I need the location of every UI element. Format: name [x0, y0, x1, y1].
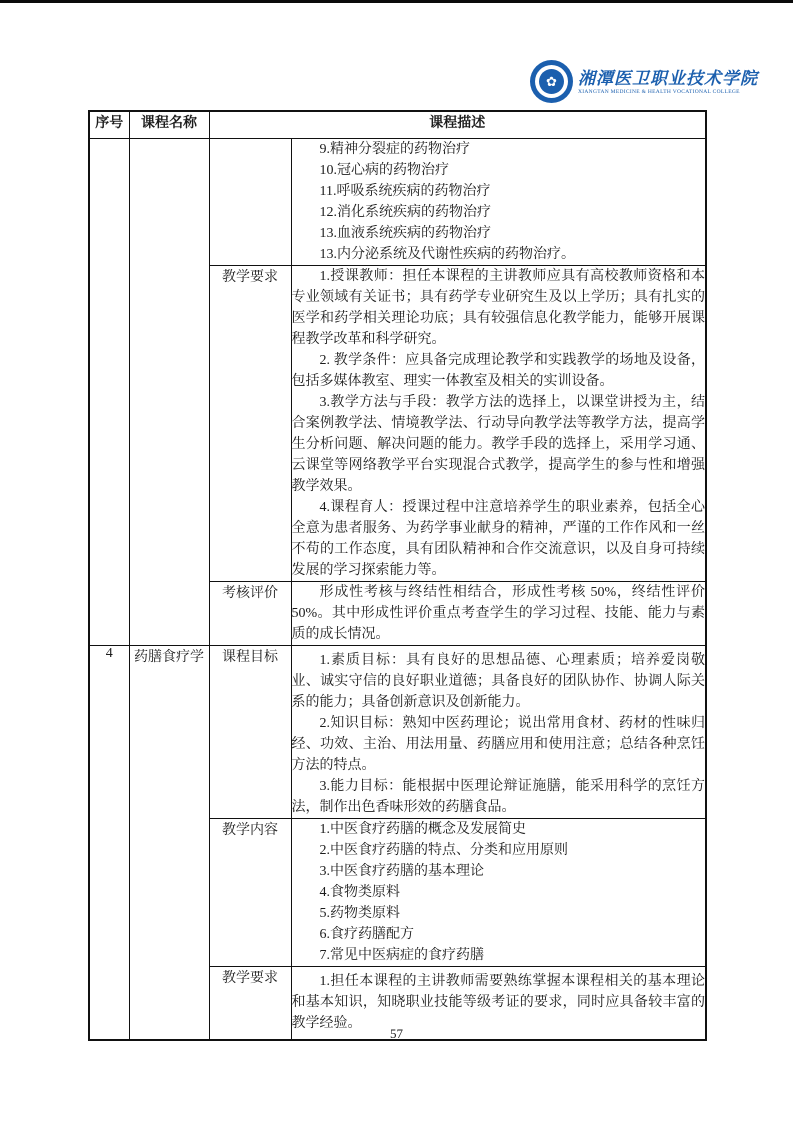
lotus-icon: ✿ — [546, 74, 557, 89]
paragraph: 2.知识目标：熟知中医药理论；说出常用食材、药材的性味归经、功效、主治、用法用量、药膳应用和使用注意；总结各种烹饪方法的特点。 — [291, 715, 705, 773]
course4-teaching-content — [291, 818, 706, 966]
list-item: 5.药物类原料 — [319, 905, 400, 921]
college-name-zh: 湘潭医卫职业技术学院 — [578, 68, 758, 88]
list-item: 10.冠心病的药物治疗 — [319, 162, 449, 178]
paragraph: 1.担任本课程的主讲教师需要熟练掌握本课程相关的基本理论和基本知识，知晓职业技能等级考证的要求，同时应具备较丰富的教学经验。 — [291, 973, 705, 1031]
course4-teaching-content-label: 教学内容 — [209, 818, 291, 966]
course3-teaching-requirements-label: 教学要求 — [209, 265, 291, 581]
course3-row0-label — [209, 138, 291, 265]
list-item: 4.食物类原料 — [319, 884, 400, 900]
list-item: 1.中医食疗药膳的概念及发展简史 — [319, 821, 526, 837]
list-item: 11.呼吸系统疾病的药物治疗 — [319, 183, 491, 199]
paragraph: 1.素质目标：具有良好的思想品德、心理素质；培养爱岗敬业、诚实守信的良好职业道德；具备良好的团队协作、协调人际关系的能力；具备创新意识及创新能力。 — [291, 652, 705, 710]
college-logo — [530, 60, 758, 103]
course3-teaching-requirements-content — [291, 265, 706, 581]
list-item: 6.食疗药膳配方 — [319, 926, 414, 942]
list-item: 2.中医食疗药膳的特点、分类和应用原则 — [319, 842, 568, 858]
list-item: 13.血液系统疾病的药物治疗 — [319, 225, 491, 241]
page-top-edge — [0, 0, 793, 3]
course4-seq-cell: 4 — [89, 645, 129, 1040]
college-logo-text — [578, 69, 758, 95]
header-course-name: 课程名称 — [129, 111, 209, 138]
course4-name-cell: 药膳食疗学 — [129, 645, 209, 1040]
course3-seq-cell — [89, 138, 129, 645]
table-row — [89, 138, 706, 265]
header-course-desc: 课程描述 — [209, 111, 706, 138]
list-item: 9.精神分裂症的药物治疗 — [319, 141, 470, 157]
list-item: 7.常见中医病症的食疗药膳 — [319, 947, 484, 963]
course4-objectives-label: 课程目标 — [209, 645, 291, 818]
paragraph: 形成性考核与终结性相结合，形成性考核 50%，终结性评价 50%。其中形成性评价重点考查学生的学习过程、技能、能力与素质的成长情况。 — [291, 584, 705, 642]
course-description-table — [88, 110, 707, 1041]
paragraph: 4.课程育人：授课过程中注意培养学生的职业素养，包括全心全意为患者服务、为药学事业献身的精神，严谨的工作作风和一丝不苟的工作态度，具有团队精神和合作交流意识，以及自身可持续发展的学习探索能力等。 — [291, 499, 705, 578]
list-item: 3.中医食疗药膳的基本理论 — [319, 863, 484, 879]
header-seq: 序号 — [89, 111, 129, 138]
list-item: 13.内分泌系统及代谢性疾病的药物治疗。 — [319, 246, 575, 262]
course3-assessment-content — [291, 581, 706, 645]
course3-content-list — [291, 138, 706, 265]
seal-core — [539, 69, 564, 94]
college-name-en: XIANGTAN MEDICINE & HEALTH VOCATIONAL COLLEGE — [578, 88, 740, 95]
course4-objectives-content — [291, 645, 706, 818]
paragraph: 2. 教学条件：应具备完成理论教学和实践教学的场地及设备，包括多媒体教室、理实一体教室及相关的实训设备。 — [291, 352, 705, 389]
page-number: 57 — [390, 1026, 403, 1041]
table-header-row — [89, 111, 706, 138]
course4-teaching-requirements-label: 教学要求 — [209, 966, 291, 1040]
paragraph: 3.能力目标：能根据中医理论辩证施膳，能采用科学的烹饪方法，制作出色香味形效的药膳食品。 — [291, 778, 705, 815]
table-row — [89, 645, 706, 818]
paragraph: 3.教学方法与手段：教学方法的选择上，以课堂讲授为主，结合案例教学法、情境教学法、行动导向教学法等教学方法，提高学生分析问题、解决问题的能力。教学手段的选择上，采用学习通、云课堂等网络教学平台实现混合式教学，提高学生的参与性和增强教学效果。 — [291, 394, 705, 494]
paragraph: 1.授课教师：担任本课程的主讲教师应具有高校教师资格和本专业领域有关证书；具有药学专业研究生及以上学历；具有扎实的医学和药学相关理论功底；具有较强信息化教学能力，能够开展课程教学改革和科学研究。 — [291, 268, 705, 347]
college-seal-icon — [530, 60, 573, 103]
course3-assessment-label: 考核评价 — [209, 581, 291, 645]
course3-name-cell — [129, 138, 209, 645]
list-item: 12.消化系统疾病的药物治疗 — [319, 204, 491, 220]
